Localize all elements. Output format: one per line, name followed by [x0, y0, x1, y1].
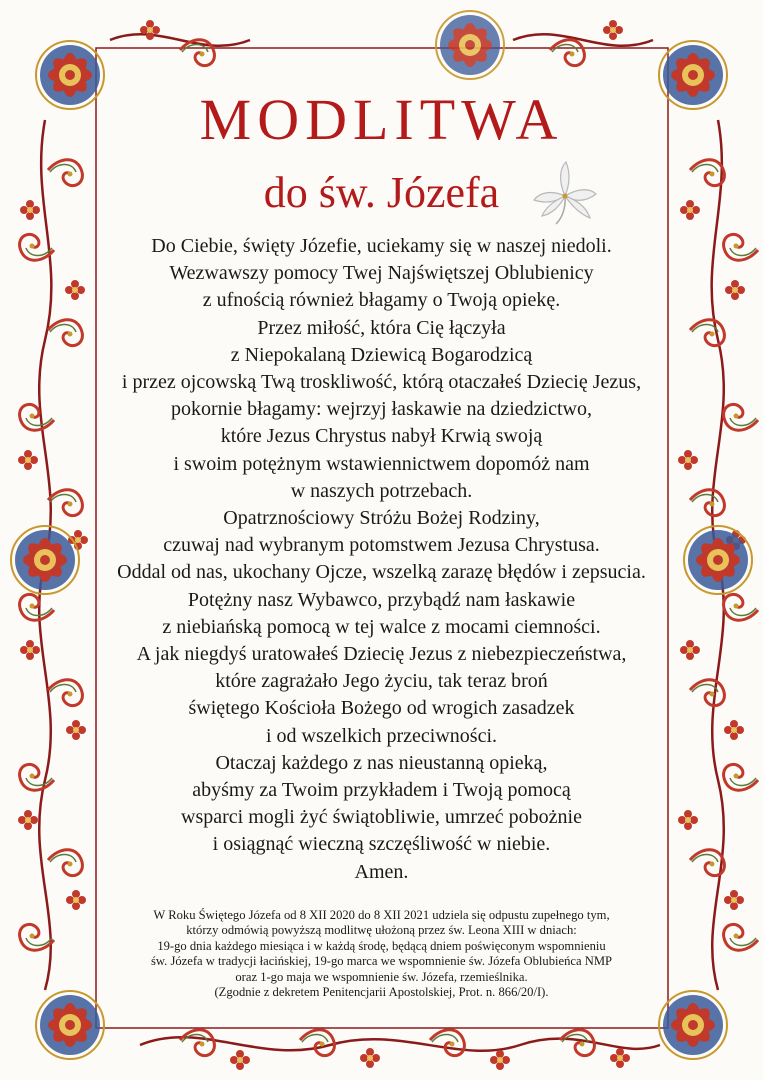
prayer-line: które zagrażało Jego życiu, tak teraz broń: [215, 670, 548, 693]
rosette-ornament-icon: [659, 991, 727, 1059]
prayer-line: Otaczaj każdego z nas nieustanną opieką,: [215, 751, 548, 774]
prayer-line: Opatrznościowy Stróżu Bożej Rodziny,: [223, 507, 540, 530]
lily-flower-icon: [530, 160, 600, 226]
bottom-band: [140, 1030, 660, 1070]
prayer-line: z ufnością również błagamy o Twoją opiekę.: [202, 289, 561, 312]
prayer-line: które Jezus Chrystus nabył Krwią swoją: [220, 425, 543, 448]
prayer-line: Oddal od nas, ukochany Ojcze, wszelką zarazę błędów i zepsucia.: [117, 561, 646, 584]
prayer-line: i przez ojcowską Twą troskliwość, którą otaczałeś Dziecię Jezus,: [121, 371, 642, 394]
rosette-ornament-icon: [684, 526, 752, 594]
note-line: 19-go dnia każdego miesiąca i w każdą środę, będącą dniem poświęconym wspomnieniu: [157, 938, 606, 953]
prayer-line: Wezwawszy pomocy Twej Najświętszej Oblubienicy: [169, 262, 594, 285]
prayer-line: czuwaj nad wybranym potomstwem Jezusa Chrystusa.: [163, 534, 600, 557]
prayer-line: z niebiańską pomocą w tej walce z mocami ciemności.: [162, 615, 601, 638]
rosette-ornament-icon: [36, 991, 104, 1059]
prayer-line: i osiągnąć wieczną szczęśliwość w niebie.: [212, 833, 551, 856]
prayer-line: wsparci mogli żyć świątobliwie, umrzeć pobożnie: [181, 806, 582, 829]
indulgence-note: [95, 908, 668, 1000]
prayer-line: i swoim potężnym wstawiennictwem dopomóż nam: [173, 452, 590, 475]
page-subtitle: do św. Józefa: [263, 168, 500, 217]
prayer-line: Potężny nasz Wybawco, przybądź nam łaskawie: [187, 588, 576, 611]
prayer-line: A jak niegdyś uratowałeś Dziecię Jezus z niebezpieczeństwa,: [136, 643, 627, 666]
prayer-line: świętego Kościoła Bożego od wrogich zasadzek: [188, 697, 575, 720]
top-band: [110, 20, 653, 66]
page-title: MODLITWA: [199, 87, 564, 152]
prayer-amen: Amen.: [354, 860, 409, 883]
note-line: W Roku Świętego Józefa od 8 XII 2020 do 8 XII 2021 udziela się odpustu zupełnego tym,: [153, 908, 610, 922]
note-line: którzy odmówią powyższą modlitwę ułożoną przez św. Leona XIII w dniach:: [186, 923, 577, 938]
note-line: oraz 1-go maja we wspomnienie św. Józefa, rzemieślnika.: [235, 969, 528, 984]
note-line: św. Józefa w tradycji łacińskiej, 19-go marca we wspomnienie św. Józefa Oblubieńca NMP: [150, 954, 613, 969]
prayer-line: w naszych potrzebach.: [290, 479, 473, 502]
prayer-line: Do Ciebie, święty Józefie, uciekamy się w naszej niedoli.: [151, 235, 612, 257]
prayer-line: Przez miłość, która Cię łączyła: [257, 316, 506, 339]
rosette-ornament-icon: [11, 526, 79, 594]
prayer-line: z Niepokalaną Dziewicą Bogarodzicą: [230, 343, 533, 366]
note-line: (Zgodnie z dekretem Penitencjarii Apostolskiej, Prot. n. 866/20/I).: [214, 985, 549, 1000]
prayer-line: pokornie błagamy: wejrzyj łaskawie na dziedzictwo,: [171, 398, 592, 421]
prayer-line: i od wszelkich przeciwności.: [265, 724, 498, 747]
prayer-line: abyśmy za Twoim przykładem i Twoją pomocą: [192, 779, 571, 802]
prayer-text: [90, 233, 673, 886]
